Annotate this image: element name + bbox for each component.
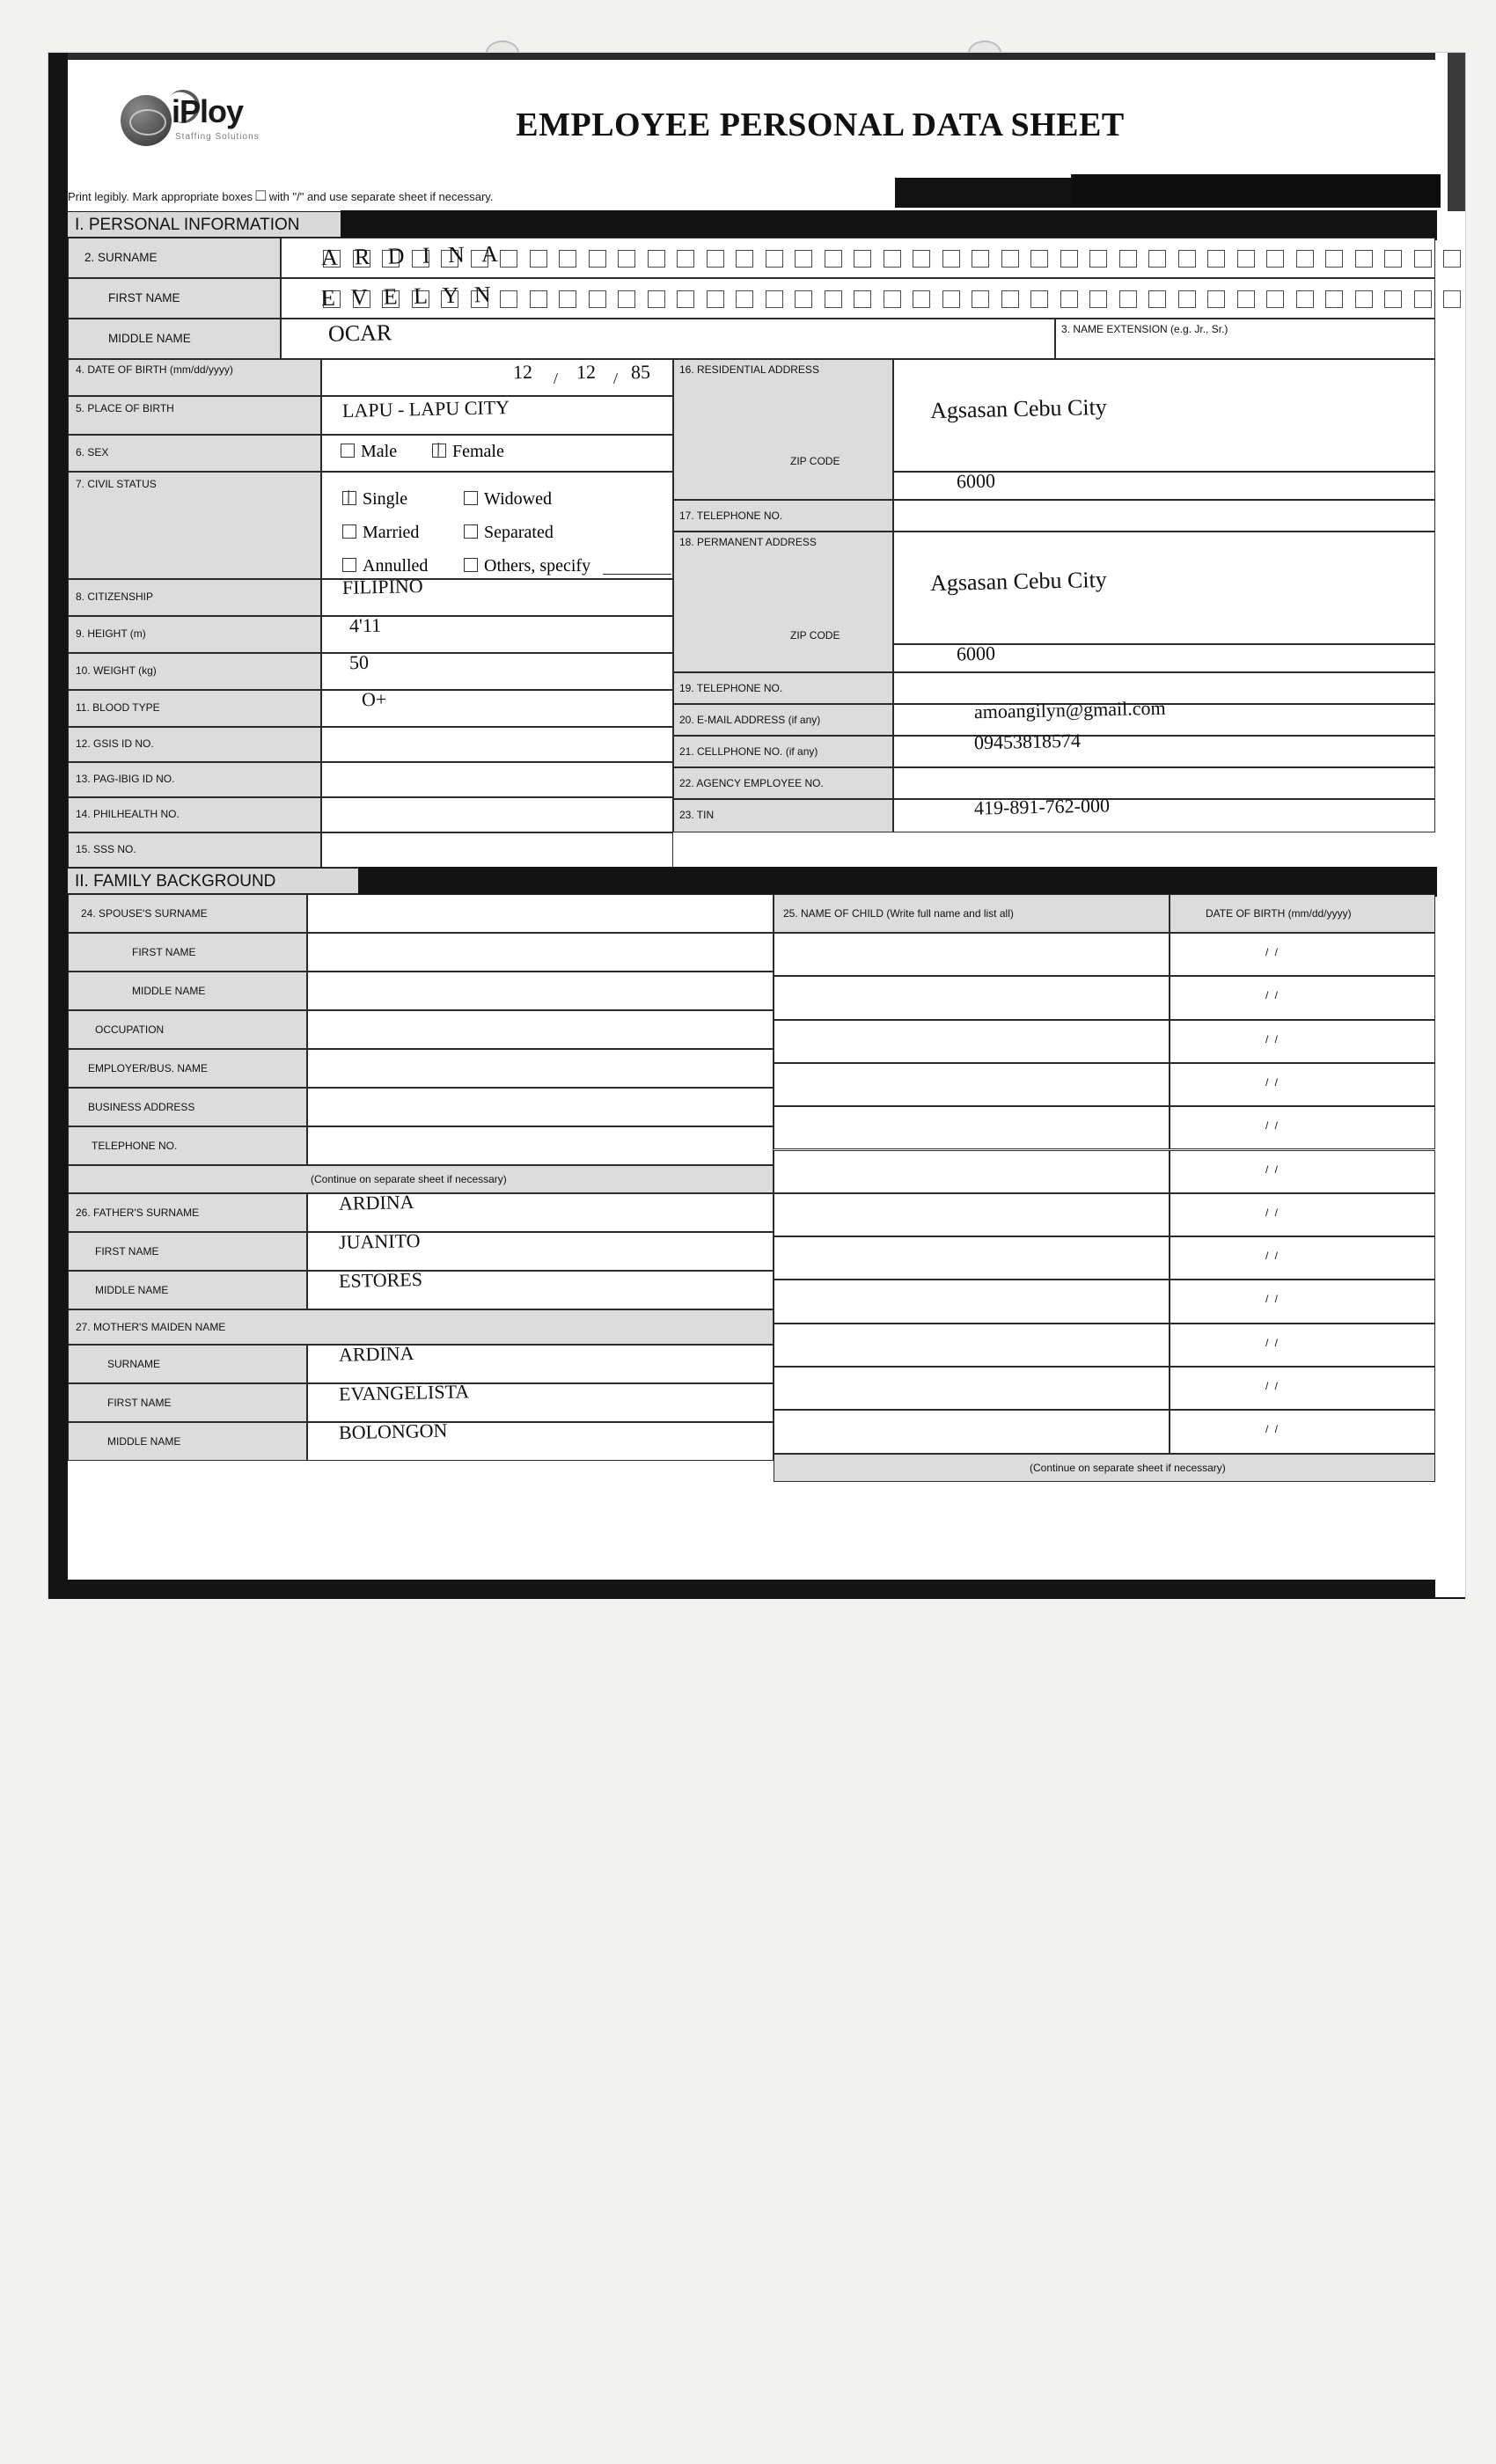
civil-separated-label: Separated [484,523,554,542]
dob-day: 12 [576,360,597,384]
char-box [766,250,783,268]
sex-label: 6. SEX [76,446,109,458]
employer-value-cell[interactable] [307,1049,774,1088]
civil-married-label: Married [363,523,420,542]
char-box [884,250,901,268]
bloodtype-label: 11. BLOOD TYPE [76,701,160,714]
globe-icon [121,95,172,146]
spouse-surname-value-cell[interactable] [307,894,774,933]
child-dob-value: / / [1265,1423,1280,1436]
civil-single-label: Single [363,489,408,509]
occupation-label: OCCUPATION [95,1023,165,1036]
civil-option-married[interactable] [342,523,419,543]
char-box [1089,250,1107,268]
section1-label: I. PERSONAL INFORMATION [75,216,300,234]
business-address-label: BUSINESS ADDRESS [88,1101,195,1113]
scan-edge-left [48,53,68,1597]
cellphone-handwriting: 09453818574 [973,729,1082,754]
spouse-first-label-cell [68,933,307,972]
scan-edge-top [48,53,1465,60]
residential-tel-label: 17. TELEPHONE NO. [679,510,783,522]
char-box [677,250,694,268]
char-box [1384,290,1402,308]
philhealth-value-cell[interactable] [321,797,673,832]
table-row[interactable] [774,1280,1170,1323]
table-row[interactable] [1170,1193,1435,1236]
bloodtype-handwriting: O+ [361,687,387,711]
table-row[interactable] [1170,976,1435,1019]
name-extension-label: 3. NAME EXTENSION (e.g. Jr., Sr.) [1061,323,1228,335]
civil-option-separated[interactable] [464,523,554,543]
table-row[interactable] [1170,1150,1435,1193]
checkbox-icon [464,558,478,572]
height-label-cell [68,616,321,653]
sss-value-cell[interactable] [321,832,673,868]
logo-subtitle: Staffing Solutions [175,132,260,142]
scan-edge-right-dark [1448,53,1465,211]
cellphone-label-cell [673,736,893,767]
child-dob-value: / / [1265,1032,1280,1045]
dob-separator-2: / [613,370,619,387]
char-box [589,290,606,308]
iploy-logo [121,90,305,165]
child-dob-value: / / [1265,989,1280,1002]
weight-handwriting: 50 [348,650,370,674]
char-box [1355,290,1373,308]
char-box [913,290,930,308]
table-row[interactable] [1170,1020,1435,1063]
gsis-label-cell [68,727,321,762]
civil-single-checkmark: / [342,485,355,509]
sex-female-label: Female [452,442,504,461]
father-first-label: FIRST NAME [95,1245,159,1258]
dob-year: 85 [630,360,651,384]
table-row[interactable] [1170,1280,1435,1323]
sex-label-cell [68,435,321,472]
char-box [618,250,635,268]
spouse-first-value-cell[interactable] [307,933,774,972]
agency-value-cell[interactable] [893,767,1435,799]
employee-data-sheet-form [68,63,1435,1580]
char-box [942,290,960,308]
child-dob-value: / / [1265,1380,1280,1392]
instruction-text-2: with "/" and use separate sheet if necessary. [268,190,494,203]
char-box [1237,250,1255,268]
tin-label: 23. TIN [679,809,715,821]
char-box [1266,290,1284,308]
table-row[interactable] [1170,1367,1435,1410]
char-box [1207,250,1225,268]
sss-label: 15. SSS NO. [76,843,136,855]
table-row[interactable] [1170,933,1435,976]
father-surname-handwriting: ARDINA [338,1191,414,1214]
char-box [736,250,753,268]
char-box [1001,290,1019,308]
char-box [677,290,694,308]
telephone-value-cell[interactable] [307,1126,774,1165]
char-box [913,250,930,268]
char-box [825,290,842,308]
email-label-cell [673,704,893,736]
char-box [1207,290,1225,308]
table-row[interactable] [1170,1236,1435,1280]
sex-male-label: Male [361,442,398,461]
business-address-value-cell[interactable] [307,1088,774,1126]
char-box [736,290,753,308]
scan-artifact-header-1 [895,178,1071,208]
firstname-label-cell [68,278,281,319]
table-row[interactable] [774,1236,1170,1280]
char-box [1296,290,1314,308]
table-row[interactable] [1170,1410,1435,1453]
sex-female-checkmark: / [432,437,444,461]
height-handwriting: 4'11 [348,613,382,637]
mother-maiden-label: 27. MOTHER'S MAIDEN NAME [76,1321,226,1333]
telephone-label-cell [68,1126,307,1165]
telephone-label: TELEPHONE NO. [92,1140,178,1152]
spouse-first-label: FIRST NAME [132,946,196,958]
business-address-label-cell [68,1088,307,1126]
residential-address-handwriting: Agsasan Cebu City [929,393,1108,424]
mother-middle-label: MIDDLE NAME [107,1435,181,1448]
civil-status-label: 7. CIVIL STATUS [76,478,157,490]
char-box [1178,250,1196,268]
spouse-surname-label-cell [68,894,307,933]
char-box [530,290,547,308]
child-dob-value: / / [1265,1293,1280,1306]
char-box [1443,290,1461,308]
mother-first-label: FIRST NAME [107,1397,172,1409]
residential-zip-handwriting: 6000 [956,469,996,493]
civil-others-line [603,574,671,575]
permanent-address-handwriting: Agsasan Cebu City [929,566,1108,597]
surname-label: 2. SURNAME [84,251,158,264]
table-row[interactable] [774,1063,1170,1106]
mother-surname-handwriting: ARDINA [338,1342,414,1366]
spouse-middle-label-cell [68,972,307,1010]
cellphone-label: 21. CELLPHONE NO. (if any) [679,745,818,758]
tin-label-cell [673,799,893,832]
char-box [1237,290,1255,308]
residential-zip-label: ZIP CODE [790,455,840,467]
pob-handwriting: LAPU - LAPU CITY [341,396,510,422]
char-box [648,290,665,308]
tin-handwriting: 419-891-762-000 [973,794,1111,819]
children-dob-header: DATE OF BIRTH (mm/dd/yyyy) [1206,907,1352,920]
father-surname-label-cell [68,1193,307,1232]
mother-surname-label-cell [68,1345,307,1383]
child-dob-value: / / [1265,1075,1280,1089]
table-row[interactable] [774,1324,1170,1367]
pagibig-label-cell [68,762,321,797]
dob-value-cell[interactable] [321,359,673,396]
weight-label-cell [68,653,321,690]
children-name-header-cell [774,894,1170,933]
char-box [707,290,724,308]
char-box [884,290,901,308]
char-box [1384,250,1402,268]
sex-male-option[interactable] [341,442,397,462]
spouse-middle-value-cell[interactable] [307,972,774,1010]
civil-widowed-label: Widowed [484,489,552,509]
philhealth-label: 14. PHILHEALTH NO. [76,808,180,820]
surname-label-cell [68,238,281,278]
email-handwriting: amoangilyn@gmail.com [973,696,1166,723]
char-box [1178,290,1196,308]
checkbox-icon [341,444,355,458]
form-instructions [68,187,493,206]
pagibig-label: 13. PAG-IBIG ID NO. [76,773,175,785]
firstname-handwriting: E V E L Y N [320,281,496,312]
page-title: EMPLOYEE PERSONAL DATA SHEET [516,106,1125,143]
section2-label: II. FAMILY BACKGROUND [75,872,276,891]
civil-status-label-cell [68,472,321,579]
char-box [1030,250,1048,268]
agency-label-cell [673,767,893,799]
char-box [1148,250,1166,268]
occupation-value-cell[interactable] [307,1010,774,1049]
permanent-zip-handwriting: 6000 [956,642,996,665]
children-continue-note: (Continue on separate sheet if necessary) [1030,1462,1226,1474]
civil-option-widowed[interactable] [464,489,552,510]
char-box [972,250,989,268]
child-dob-value: / / [1265,1162,1280,1176]
checkbox-icon [342,524,356,539]
residential-tel-value-cell[interactable] [893,500,1435,532]
agency-label: 22. AGENCY EMPLOYEE NO. [679,777,824,789]
scan-edge-right [1435,53,1465,1597]
char-box [854,290,871,308]
father-first-label-cell [68,1232,307,1271]
checkbox-icon [464,491,478,505]
gsis-label: 12. GSIS ID NO. [76,737,154,750]
char-box [1325,250,1343,268]
table-row[interactable] [1170,1324,1435,1367]
father-middle-handwriting: ESTORES [338,1268,423,1292]
citizenship-label-cell [68,579,321,616]
table-row[interactable] [774,976,1170,1019]
instruction-text-1: Print legibly. Mark appropriate boxes [68,190,253,203]
section-personal-information [68,211,1435,238]
char-box [1296,250,1314,268]
mother-middle-handwriting: BOLONGON [338,1419,448,1444]
residential-tel-label-cell [673,500,893,532]
father-middle-label-cell [68,1271,307,1309]
children-dob-header-cell [1170,894,1435,933]
bloodtype-label-cell [68,690,321,727]
checkbox-icon [342,558,356,572]
scan-artifact-section1 [341,210,1437,240]
instruction-box-glyph: □ [255,187,267,205]
char-box [1443,250,1461,268]
table-row[interactable] [774,1150,1170,1193]
mother-first-label-cell [68,1383,307,1422]
table-row[interactable] [1170,1106,1435,1149]
char-box [766,290,783,308]
mother-middle-label-cell [68,1422,307,1461]
char-box [1148,290,1166,308]
child-dob-value: / / [1265,1206,1280,1219]
surname-handwriting: A R D I N A [320,240,505,271]
char-box [1325,290,1343,308]
citizenship-label: 8. CITIZENSHIP [76,590,154,603]
spouse-continue-note: (Continue on separate sheet if necessary) [311,1173,507,1185]
spouse-continue-note-cell [68,1165,774,1193]
occupation-label-cell [68,1010,307,1049]
table-row[interactable] [774,1020,1170,1063]
middlename-label-cell [68,319,281,359]
civil-annulled-label: Annulled [363,556,429,576]
sss-label-cell [68,832,321,868]
civil-option-annulled[interactable] [342,556,428,576]
employer-label-cell [68,1049,307,1088]
table-row[interactable] [1170,1063,1435,1106]
spouse-middle-label: MIDDLE NAME [132,985,206,997]
weight-value-cell[interactable] [321,650,673,690]
char-box [530,250,547,268]
email-label: 20. E-MAIL ADDRESS (if any) [679,714,821,726]
char-box [1355,250,1373,268]
permanent-tel-label: 19. TELEPHONE NO. [679,682,783,694]
scan-artifact-section2 [358,867,1437,897]
mother-maiden-label-cell [68,1309,774,1345]
char-box [1414,250,1432,268]
table-row[interactable] [774,1367,1170,1410]
gsis-value-cell[interactable] [321,727,673,762]
char-box [795,250,812,268]
char-box [1119,290,1137,308]
char-box [618,290,635,308]
table-row[interactable] [774,933,1170,976]
permanent-zip-label: ZIP CODE [790,629,840,642]
permanent-address-label: 18. PERMANENT ADDRESS [679,536,817,548]
checkbox-icon [464,524,478,539]
dob-separator-1: / [554,370,559,387]
char-box [1001,250,1019,268]
logo-text: iPloy [172,93,244,129]
table-row[interactable] [774,1410,1170,1453]
citizenship-handwriting: FILIPINO [341,575,423,598]
residential-address-label: 16. RESIDENTIAL ADDRESS [679,363,819,376]
residential-address-label-cell [673,359,893,500]
table-row[interactable] [774,1106,1170,1149]
mother-surname-label: SURNAME [107,1358,161,1370]
table-row[interactable] [774,1193,1170,1236]
char-box [648,250,665,268]
father-first-handwriting: JUANITO [338,1229,421,1253]
scan-artifact-header-2 [1071,174,1441,208]
civil-option-others[interactable] [464,556,590,576]
scan-edge-bottom [48,1580,1465,1599]
section-family-background [68,868,1435,894]
pob-label-cell [68,396,321,435]
char-box [825,250,842,268]
char-box [942,250,960,268]
char-box [1119,250,1137,268]
pob-label: 5. PLACE OF BIRTH [76,402,174,414]
father-middle-label: MIDDLE NAME [95,1284,169,1296]
char-box [1030,290,1048,308]
child-dob-value: / / [1265,1336,1280,1349]
weight-label: 10. WEIGHT (kg) [76,664,157,677]
mother-first-handwriting: EVANGELISTA [338,1380,470,1405]
char-box [1060,250,1078,268]
char-box [500,290,517,308]
employer-label: EMPLOYER/BUS. NAME [88,1062,209,1074]
permanent-tel-label-cell [673,672,893,704]
spouse-surname-label: 24. SPOUSE'S SURNAME [81,907,208,920]
pagibig-value-cell[interactable] [321,762,673,797]
children-name-header: 25. NAME OF CHILD (Write full name and list all) [783,907,1014,920]
child-dob-value: / / [1265,1119,1280,1133]
children-continue-note-cell [774,1454,1435,1482]
dob-label-cell [68,359,321,396]
height-label: 9. HEIGHT (m) [76,627,146,640]
firstname-label: FIRST NAME [108,291,180,304]
philhealth-label-cell [68,797,321,832]
child-dob-value: / / [1265,1250,1280,1263]
char-box [795,290,812,308]
char-box [707,250,724,268]
char-box [1089,290,1107,308]
civil-others-label: Others, specify [484,556,591,576]
name-extension-cell[interactable] [1055,319,1435,359]
char-box [972,290,989,308]
char-box [1414,290,1432,308]
char-box [559,290,576,308]
middlename-value-cell[interactable] [281,319,1055,359]
permanent-address-label-cell [673,532,893,672]
char-box [589,250,606,268]
char-box [559,250,576,268]
middlename-label: MIDDLE NAME [108,332,191,345]
char-box [1266,250,1284,268]
father-surname-label: 26. FATHER'S SURNAME [76,1206,200,1219]
middlename-handwriting: OCAR [327,319,392,347]
child-dob-value: / / [1265,946,1280,958]
dob-month: 12 [512,360,533,384]
char-box [1060,290,1078,308]
char-box [854,250,871,268]
dob-label: 4. DATE OF BIRTH (mm/dd/yyyy) [76,363,233,376]
